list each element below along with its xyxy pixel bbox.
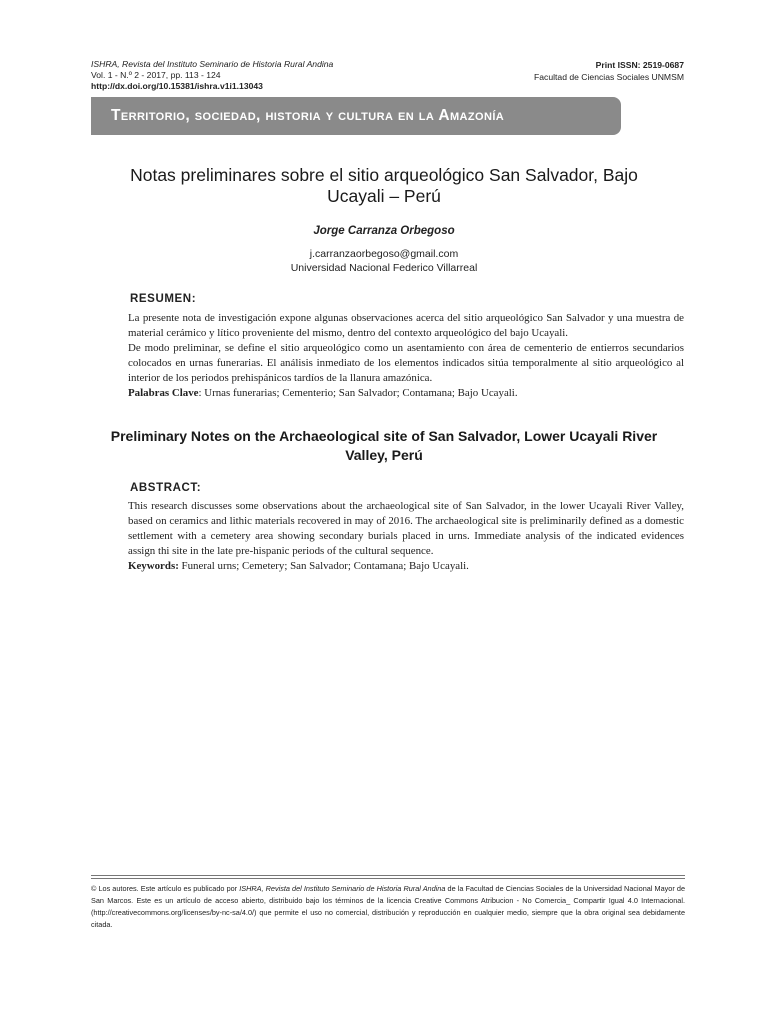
section-banner: Territorio, sociedad, historia y cultura en la Amazonía xyxy=(91,97,621,135)
license-footer xyxy=(91,883,685,931)
article-title: Notas preliminares sobre el sitio arqueológico San Salvador, Bajo Ucayali – Perú xyxy=(130,165,638,206)
abstract-heading: ABSTRACT: xyxy=(130,482,202,494)
footer-rule-top xyxy=(91,875,685,876)
license-text-rest: de la Facultad de Ciencias Sociales de la Universidad Nacional Mayor de San Marcos. Este es un artículo de acceso abierto, distribuido bajo los términos de la licencia Creative Commons Atribucion - No Comercia_ Compartir Igual 4.0 Internacional. (http://creativecommons.org/licenses/by-nc-sa/4.0/) que permite el uso no comercial, distribución y reproducción en cualquier medio, siempre que la obra original sea debidamente citada. xyxy=(91,884,685,929)
issn: Print ISSN: 2519-0687 xyxy=(595,60,684,70)
author-name: Jorge Carranza Orbegoso xyxy=(313,225,455,237)
abstract-body xyxy=(128,499,684,574)
journal-header xyxy=(91,59,333,92)
license-journal: ISHRA, Revista del Instituto Seminario de Historia Rural Andina xyxy=(239,884,446,893)
keywords-label: Palabras Clave xyxy=(128,387,199,399)
resumen-keywords xyxy=(128,386,684,401)
keywords-list-en: Funeral urns; Cemetery; San Salvador; Contamana; Bajo Ucayali. xyxy=(178,560,469,572)
resumen-paragraph-1: La presente nota de investigación expone algunas observaciones acerca del sitio arqueológico San Salvador y una muestra de material cerámico y lítico proveniente del mismo, dentro del contexto arqueológico del bajo Ucayali. xyxy=(128,312,684,339)
issn-block xyxy=(534,59,684,83)
resumen-body xyxy=(128,311,684,401)
footer-rule-bottom xyxy=(91,878,685,879)
abstract-keywords xyxy=(128,559,684,574)
keywords-label-en: Keywords: xyxy=(128,560,179,572)
faculty: Facultad de Ciencias Sociales UNMSM xyxy=(534,72,684,82)
english-title: Preliminary Notes on the Archaeological site of San Salvador, Lower Ucayali River Valley, Perú xyxy=(110,428,658,463)
doi-link[interactable]: http://dx.doi.org/10.15381/ishra.v1i1.13043 xyxy=(91,81,263,91)
author-email[interactable]: j.carranzaorbegoso@gmail.com xyxy=(309,248,459,260)
resumen-heading: RESUMEN: xyxy=(130,293,197,305)
resumen-paragraph-2: De modo preliminar, se define el sitio arqueológico como un asentamiento con área de cementerio de entierros secundarios colocados en urnas funerarias. El análisis inmediato de los elementos indicados sitúa temporalmente al sitio arqueológico al interior de los periodos prehispánicos tardíos de la llanura amazónica. xyxy=(128,342,684,384)
license-text-start: © Los autores. Este artículo es publicado por xyxy=(91,884,240,893)
abstract-paragraph: This research discusses some observations about the archaeological site of San Salvador, in the lower Ucayali River Valley, based on ceramics and lithic materials recovered in may of 2016. The archaeological site is preliminarily defined as a domestic settlement with a cemetery area showing secondary burials placed in urns. Immediate analysis of the indicated evidences assign thi site in the late pre-hispanic periods of the cultural sequence. xyxy=(128,500,684,557)
keywords-list: : Urnas funerarias; Cementerio; San Salvador; Contamana; Bajo Ucayali. xyxy=(198,387,518,399)
volume-info: Vol. 1 - N.º 2 - 2017, pp. 113 - 124 xyxy=(91,70,221,80)
author-affiliation: Universidad Nacional Federico Villarreal xyxy=(290,262,478,274)
journal-name: ISHRA, Revista del Instituto Seminario de Historia Rural Andina xyxy=(91,59,334,69)
